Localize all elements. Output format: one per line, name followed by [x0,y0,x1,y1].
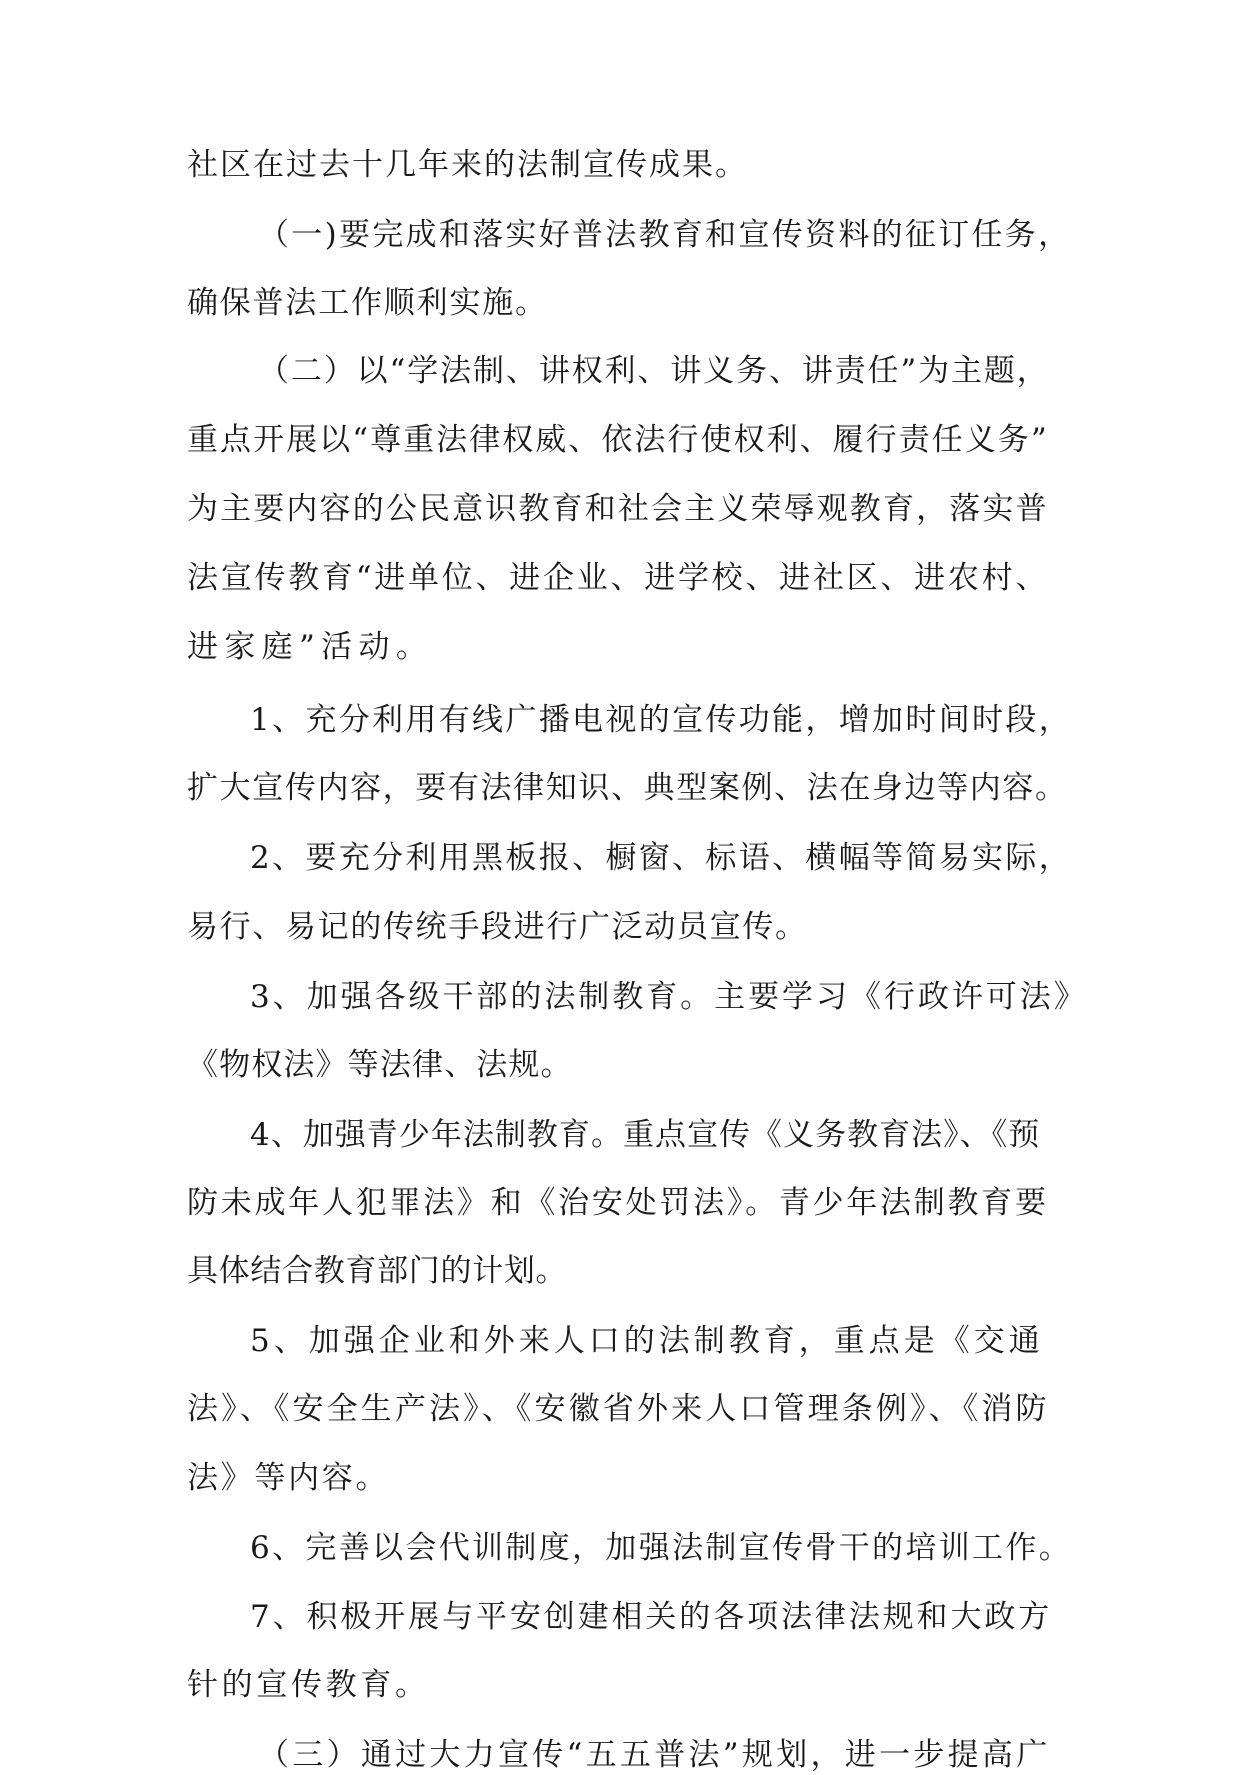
text-line: 6、完善以会代训制度，加强法制宣传骨干的培训工作。 [250,1530,1073,1566]
text-line: 确保普法工作顺利实施。 [187,285,548,321]
text-line: 扩大宣传内容，要有法律知识、典型案例、法在身边等内容。 [187,770,1068,806]
text-line: 具体结合教育部门的计划。 [187,1253,568,1289]
text-line: （一)要完成和落实好普法教育和宣传资料的征订任务， [258,217,1072,253]
text-line: （三）通过大力宣传“五五普法”规划，进一步提高广 [258,1737,1051,1773]
text-line: 法》等内容。 [187,1460,390,1496]
text-line: 重点开展以“尊重法律权威、依法行使权利、履行责任义务” [187,422,1049,458]
text-line: 法》、《安全生产法》、《安徽省外来人口管理条例》、《消防 [187,1391,1050,1427]
text-line: 防未成年人犯罪法》和《治安处罚法》。青少年法制教育要 [187,1185,1049,1221]
text-line: 针的宣传教育。 [187,1667,430,1703]
text-line: 7、积极开展与平安创建相关的各项法律法规和大政方 [250,1599,1053,1635]
text-line: （二）以“学法制、讲权利、讲义务、讲责任”为主题， [258,353,1050,389]
text-line: 4、加强青少年法制教育。重点宣传《义务教育法》、《预 [250,1117,1041,1153]
text-line: 5、加强企业和外来人口的法制教育，重点是《交通 [250,1323,1044,1359]
text-line: 1、充分利用有线广播电视的宣传功能，增加时间时段， [250,702,1073,738]
text-line: 法宣传教育“进单位、进企业、进学校、进社区、进农村、 [187,560,1050,596]
text-line: 《物权法》等法律、法规。 [187,1047,573,1083]
text-line: 为主要内容的公民意识教育和社会主义荣辱观教育，落实普 [187,491,1049,527]
text-line: 2、要充分利用黑板报、橱窗、标语、横幅等简易实际， [250,840,1073,876]
text-line: 3、加强各级干部的法制教育。主要学习《行政许可法》 [250,979,1088,1015]
text-line: 社区在过去十几年来的法制宣传成果。 [187,147,748,183]
text-line: 易行、易记的传统手段进行广泛动员宣传。 [187,909,808,945]
text-line: 进家庭”活动。 [187,629,434,665]
